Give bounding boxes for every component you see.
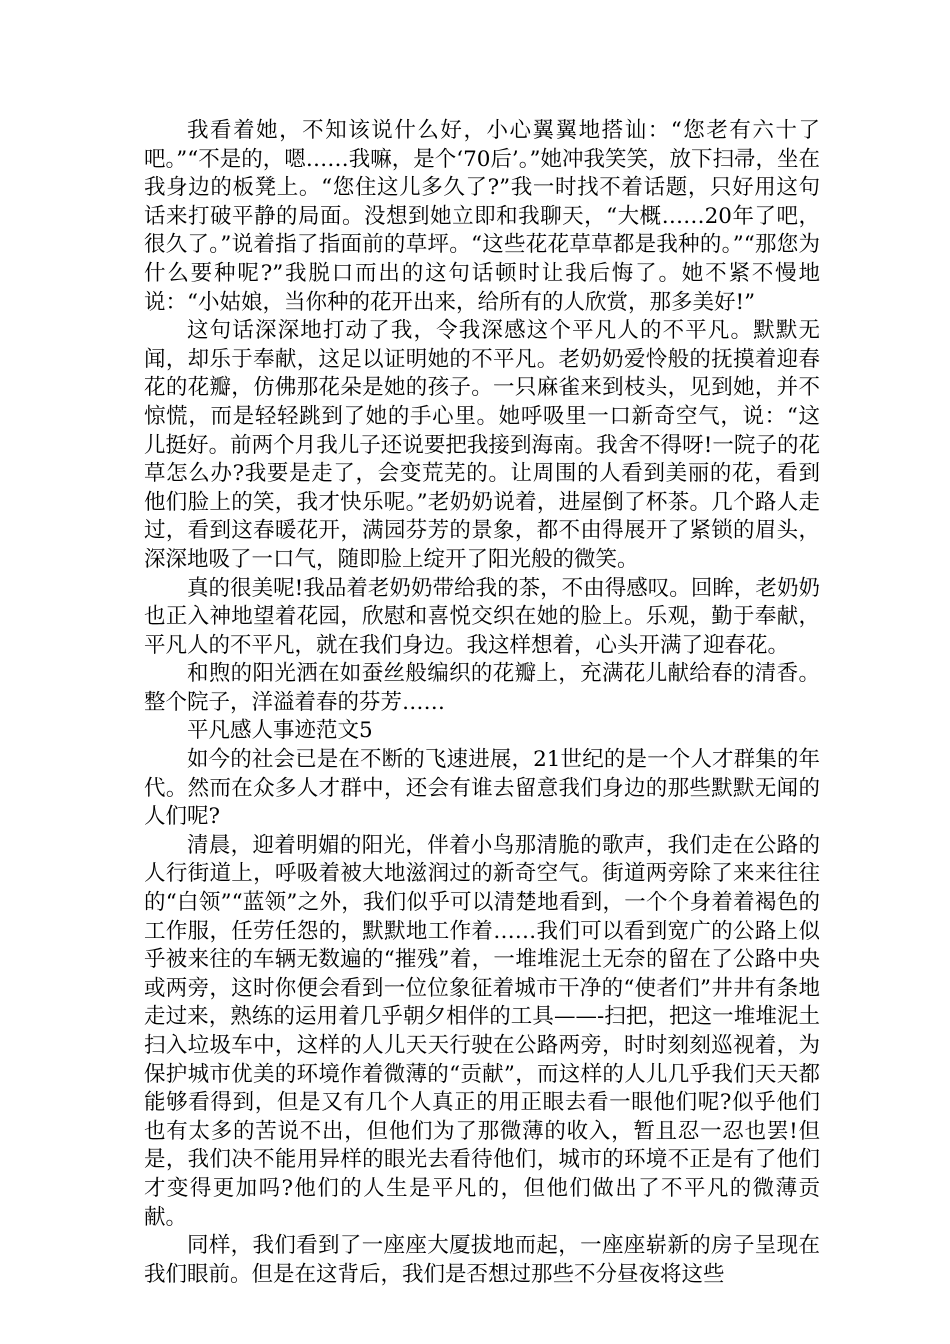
document-page xyxy=(144,117,820,1289)
paragraph-4: 和煦的阳光洒在如蚕丝般编织的花瓣上，充满花儿献给春的清香。整个院子，洋溢着春的芬芳…… xyxy=(144,661,820,715)
paragraph-1: 我看着她，不知该说什么好，小心翼翼地搭讪：“您老有六十了吧。”“不是的，嗯……我嘛，是个‘70后’。”她冲我笑笑，放下扫帚，坐在我身边的板凳上。“您住这儿多久了?”我一时找不着话题，只好用这句话来打破平静的局面。没想到她立即和我聊天，“大概……20年了吧，很久了。”说着指了指面前的草坪。“这些花花草草都是我种的。”“那您为什么要种呢?”我脱口而出的这句话顿时让我后悔了。她不紧不慢地说：“小姑娘，当你种的花开出来，给所有的人欣赏，那多美好!” xyxy=(144,118,821,315)
paragraph-5: 如今的社会已是在不断的飞速进展，21世纪的是一个人才群集的年代。然而在众多人才群中，还会有谁去留意我们身边的那些默默无闻的人们呢? xyxy=(144,747,820,830)
section-heading: 平凡感人事迹范文5 xyxy=(187,718,373,744)
paragraph-6: 清晨，迎着明媚的阳光，伴着小鸟那清脆的歌声，我们走在公路的人行街道上，呼吸着被大地滋润过的新奇空气。街道两旁除了来来往往的“白领”“蓝领”之外，我们似乎可以清楚地看到，一个个身着着褐色的工作服，任劳任怨的，默默地工作着……我们可以看到宽广的公路上似乎被来往的车辆无数遍的“摧残”着，一堆堆泥土无奈的留在了公路中央或两旁，这时你便会看到一位位象征着城市干净的“使者们”井井有条地走过来，熟练的运用着几乎朝夕相伴的工具——-扫把，把这一堆堆泥土扫入垃圾车中，这样的人儿天天行驶在公路两旁，时时刻刻巡视着，为保护城市优美的环境作着微薄的“贡献”，而这样的人儿几乎我们天天都能够看得到，但是又有几个人真正的用正眼去看一眼他们呢?似乎他们也有太多的苦说不出，但他们为了那微薄的收入，暂且忍一忍也罢!但是，我们决不能用异样的眼光去看待他们，城市的环境不正是有了他们才变得更加吗?他们的人生是平凡的，但他们做出了不平凡的微薄贡献。 xyxy=(144,832,820,1230)
paragraph-2: 这句话深深地打动了我，令我深感这个平凡人的不平凡。默默无闻，却乐于奉献，这足以证明她的不平凡。老奶奶爱怜般的抚摸着迎春花的花瓣，仿佛那花朵是她的孩子。一只麻雀来到枝头，见到她，并不惊慌，而是轻轻跳到了她的手心里。她呼吸里一口新奇空气，说：“这儿挺好。前两个月我儿子还说要把我接到海南。我舍不得呀!一院子的花草怎么办?我要是走了，会变荒芜的。让周围的人看到美丽的花，看到他们脸上的笑，我才快乐呢。”老奶奶说着，进屋倒了杯茶。几个路人走过，看到这春暖花开，满园芬芳的景象，都不由得展开了紧锁的眉头，深深地吸了一口气，随即脸上绽开了阳光般的微笑。 xyxy=(144,318,820,572)
paragraph-7: 同样，我们看到了一座座大厦拔地而起，一座座崭新的房子呈现在我们眼前。但是在这背后，我们是否想过那些不分昼夜将这些 xyxy=(144,1233,820,1287)
paragraph-3: 真的很美呢!我品着老奶奶带给我的茶，不由得感叹。回眸，老奶奶也正入神地望着花园，欣慰和喜悦交织在她的脸上。乐观，勤于奉献，平凡人的不平凡，就在我们身边。我这样想着，心头开满了迎春花。 xyxy=(144,575,820,658)
